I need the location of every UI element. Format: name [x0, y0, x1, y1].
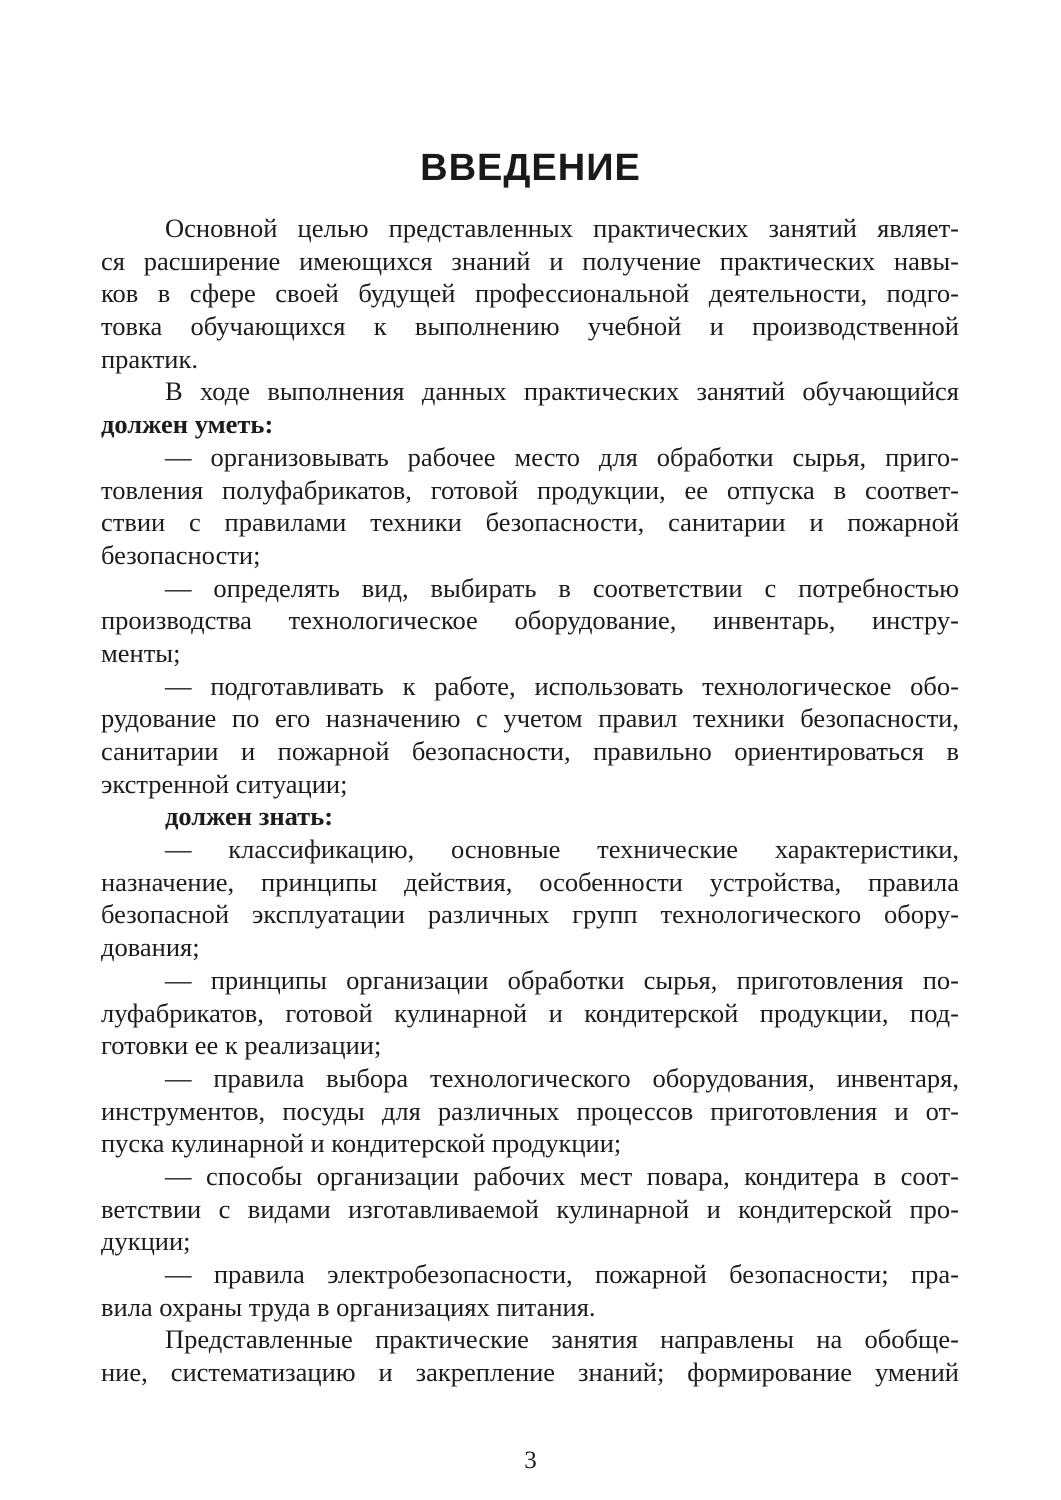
text-line: — подготавливать к работе, использовать технологическое обо-	[165, 670, 959, 701]
text-line: товка обучающихся к выполнению учебной и производственной	[101, 311, 959, 342]
text-line: луфабрикатов, готовой кулинарной и кондитерской продукции, под-	[101, 997, 959, 1028]
text-line: назначение, принципы действия, особенности устройства, правила	[101, 866, 959, 897]
text-line: производства технологическое оборудование, инвентарь, инстру-	[101, 605, 959, 636]
text-line: безопасности;	[101, 539, 261, 570]
text-line: вила охраны труда в организациях питания.	[101, 1291, 596, 1322]
text-line: Представленные практические занятия направлены на обобще-	[165, 1324, 959, 1355]
text-line: санитарии и пожарной безопасности, правильно ориентироваться в	[101, 736, 959, 766]
text-line: — правила электробезопасности, пожарной безопасности; пра-	[165, 1259, 959, 1289]
text-line: пуска кулинарной и кондитерской продукции;	[101, 1128, 622, 1159]
text-line: дования;	[101, 932, 200, 963]
text-line: — способы организации рабочих мест повара, кондитера в соот-	[165, 1160, 959, 1191]
text-line: В ходе выполнения данных практических занятий обучающийся	[165, 376, 959, 407]
text-line: безопасной эксплуатации различных групп технологического обору-	[101, 899, 959, 930]
text-line: практик.	[101, 343, 198, 374]
text-line: — организовывать рабочее место для обработки сырья, приго-	[165, 441, 959, 472]
page-number: 3	[524, 1447, 537, 1474]
text-line: менты;	[101, 637, 181, 668]
text-line: — определять вид, выбирать в соответствии с потребностью	[165, 572, 959, 603]
text-line: ствии с правилами техники безопасности, санитарии и пожарной	[101, 507, 959, 538]
text-line: должен знать:	[165, 801, 334, 832]
text-line: — принципы организации обработки сырья, приготовления по-	[165, 964, 959, 995]
text-line: ков в сфере своей будущей профессиональной деятельности, подго-	[101, 278, 959, 309]
text-line: рудование по его назначению с учетом правил техники безопасности,	[101, 703, 959, 734]
text-line: товления полуфабрикатов, готовой продукции, ее отпуска в соответ-	[101, 474, 959, 505]
text-line: — классификацию, основные технические характеристики,	[165, 834, 959, 865]
text-line: ние, систематизацию и закрепление знаний; формирование умений	[101, 1357, 959, 1388]
text-line: экстренной ситуации;	[101, 768, 348, 799]
text-line: инструментов, посуды для различных процессов приготовления и от-	[101, 1095, 959, 1126]
text-line: ветствии с видами изготавливаемой кулинарной и кондитерской про-	[101, 1193, 959, 1224]
text-line: ся расширение имеющихся знаний и получение практических навы-	[101, 245, 959, 276]
text-line: — правила выбора технологического оборудования, инвентаря,	[165, 1062, 959, 1093]
text-line: Основной целью представленных практических занятий являет-	[165, 213, 959, 243]
text-line: дукции;	[101, 1226, 191, 1257]
body-text	[101, 212, 959, 1389]
text-line: должен уметь:	[101, 409, 274, 440]
page-title: ВВЕДЕНИЕ	[420, 147, 641, 189]
text-line: готовки ее к реализации;	[101, 1030, 382, 1061]
